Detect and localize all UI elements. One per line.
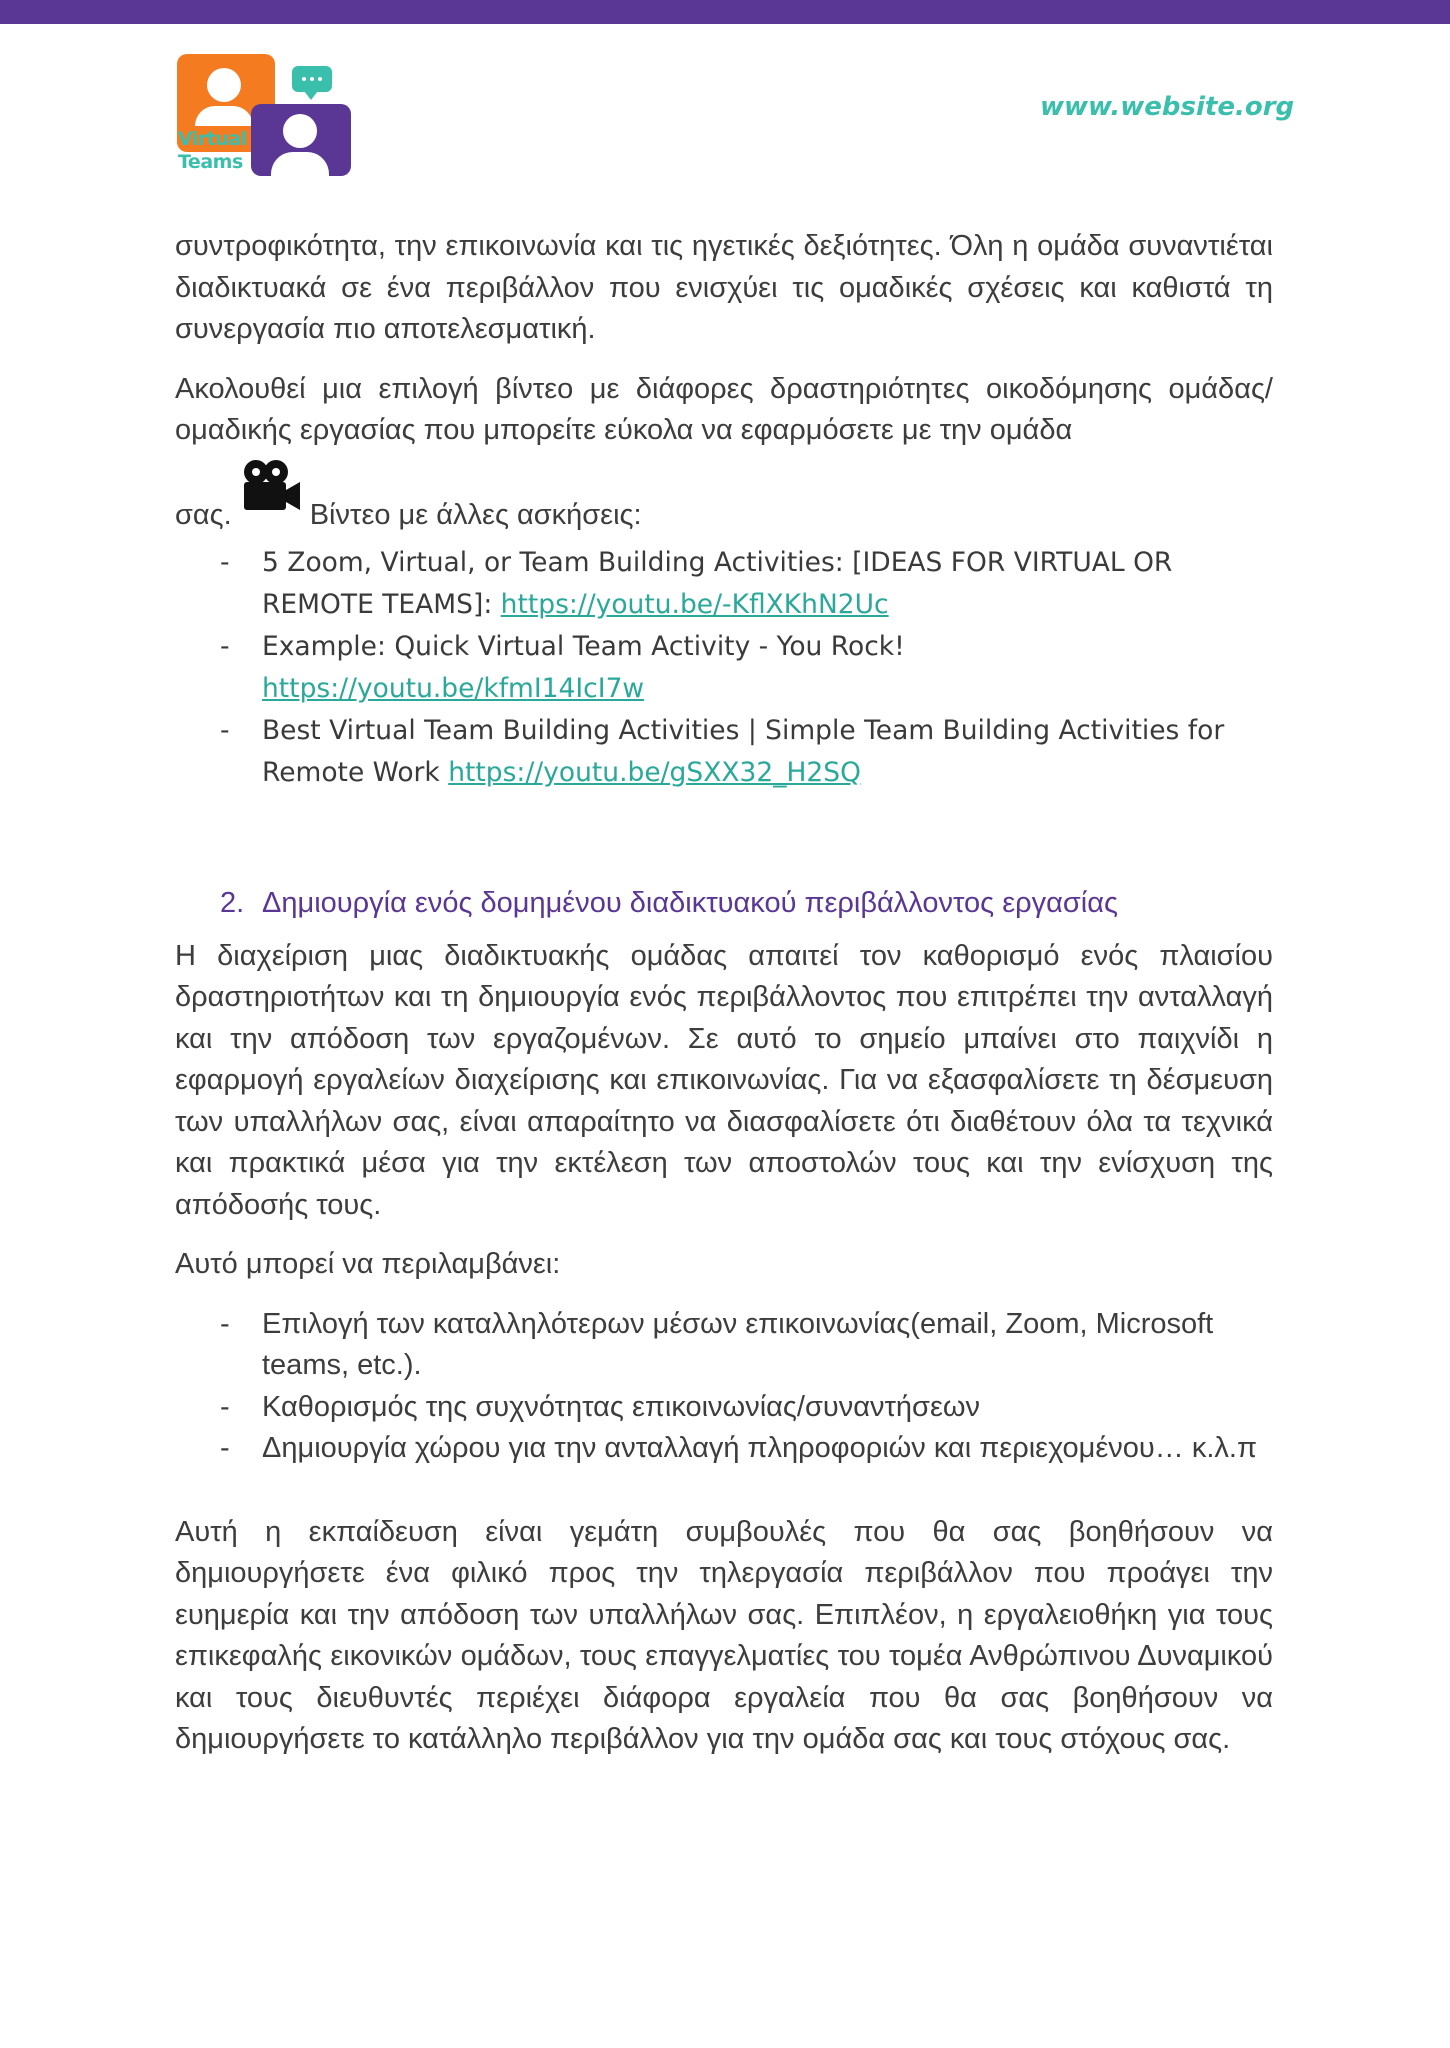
video-link[interactable]: https://youtu.be/kfmI14IcI7w	[262, 672, 645, 704]
paragraph-videos-intro: Ακολουθεί μια επιλογή βίντεο με διάφορες δραστηριότητες οικοδόμησης ομάδας/ομαδικής εργασίας που μπορείτε εύκολα να εφαρμόσετε με την ομάδα	[175, 372, 1273, 446]
chat-bubble-icon	[292, 66, 332, 92]
list-item: - Καθορισμός της συχνότητας επικοινωνίας/συναντήσεων	[220, 1387, 1273, 1429]
logo-text-line1: Virtual	[178, 128, 247, 150]
paragraph-intro: συντροφικότητα, την επικοινωνία και τις ηγετικές δεξιότητες. Όλη η ομάδα συναντιέται διαδικτυακά σε ένα περιβάλλον που ενισχύει τις ομαδικές σχέσεις και καθιστά τη συνεργασία πιο αποτελεσματική.	[175, 230, 1273, 345]
video-links-list	[220, 542, 1273, 794]
list-item: - Δημιουργία χώρου για την ανταλλαγή πληροφοριών και περιεχομένου… κ.λ.π	[220, 1428, 1273, 1470]
document-body	[175, 226, 1273, 1761]
video-link[interactable]: https://youtu.be/gSXX32_H2SQ	[448, 756, 861, 788]
paragraph-videos-intro-end	[175, 472, 1273, 536]
list-item: - Επιλογή των καταλληλότερων μέσων επικοινωνίας(email, Zoom, Microsoft teams, etc.).	[220, 1304, 1273, 1387]
logo-purple-square	[251, 104, 351, 176]
list-item	[220, 626, 1273, 710]
virtual-teams-logo	[175, 52, 355, 182]
video-link[interactable]: https://youtu.be/-KflXKhN2Uc	[500, 588, 889, 620]
section-number: 2.	[220, 886, 245, 919]
paragraph-videos-intro-end-text: σας.	[175, 498, 232, 531]
logo-text-line2: Teams	[178, 151, 243, 173]
website-url[interactable]: www.website.org	[1040, 92, 1295, 122]
video-link-description: Best Virtual Team Building Activities | Simple Team Building Activities for Remote Work	[262, 714, 1225, 788]
video-link-description: Example: Quick Virtual Team Activity - You Rock!	[262, 630, 905, 662]
movie-camera-icon	[238, 458, 302, 518]
section-heading	[175, 882, 1273, 924]
list-item	[220, 542, 1273, 626]
paragraph-may-include: Αυτό μπορεί να περιλαμβάνει:	[175, 1248, 561, 1280]
list-item	[220, 710, 1273, 794]
logo-text	[178, 128, 247, 174]
bullet-list	[220, 1304, 1273, 1470]
video-link-description: 5 Zoom, Virtual, or Team Building Activities: [IDEAS FOR VIRTUAL OR REMOTE TEAMS]:	[262, 546, 1173, 620]
paragraph-management: Η διαχείριση μιας διαδικτυακής ομάδας απαιτεί τον καθορισμό ενός πλαισίου δραστηριοτήτων και τη δημιουργία ενός περιβάλλοντος που επιτρέπει την ανταλλαγή και την απόδοση των εργαζομένων. Σε αυτό το σημείο μπαίνει στο παιχνίδι η εφαρμογή εργαλείων διαχείρισης και επικοινωνίας. Για να εξασφαλίσετε τη δέσμευση των υπαλλήλων σας, είναι απαραίτητο να διασφαλίσετε ότι διαθέτουν όλα τα τεχνικά και πρακτικά μέσα για την εκτέλεση των αποστολών τους και την ενίσχυση της απόδοσής τους.	[175, 939, 1273, 1221]
top-accent-bar	[0, 0, 1450, 24]
section-title: Δημιουργία ενός δομημένου διαδικτυακού περιβάλλοντος εργασίας	[262, 886, 1118, 919]
videos-label: Βίντεο με άλλες ασκήσεις:	[309, 498, 642, 531]
paragraph-training-summary: Αυτή η εκπαίδευση είναι γεμάτη συμβουλές που θα σας βοηθήσουν να δημιουργήσετε ένα φιλικό προς την τηλεργασία περιβάλλον που προάγει την ευημερία και την απόδοση των υπαλλήλων σας. Επιπλέον, η εργαλειοθήκη για τους επικεφαλής εικονικών ομάδων, τους επαγγελματίες του τομέα Ανθρώπινου Δυναμικού και τους διευθυντές περιέχει διάφορα εργαλεία που θα σας βοηθήσουν να δημιουργήσετε το κατάλληλο περιβάλλον για την ομάδα σας και τους στόχους σας.	[175, 1515, 1273, 1755]
